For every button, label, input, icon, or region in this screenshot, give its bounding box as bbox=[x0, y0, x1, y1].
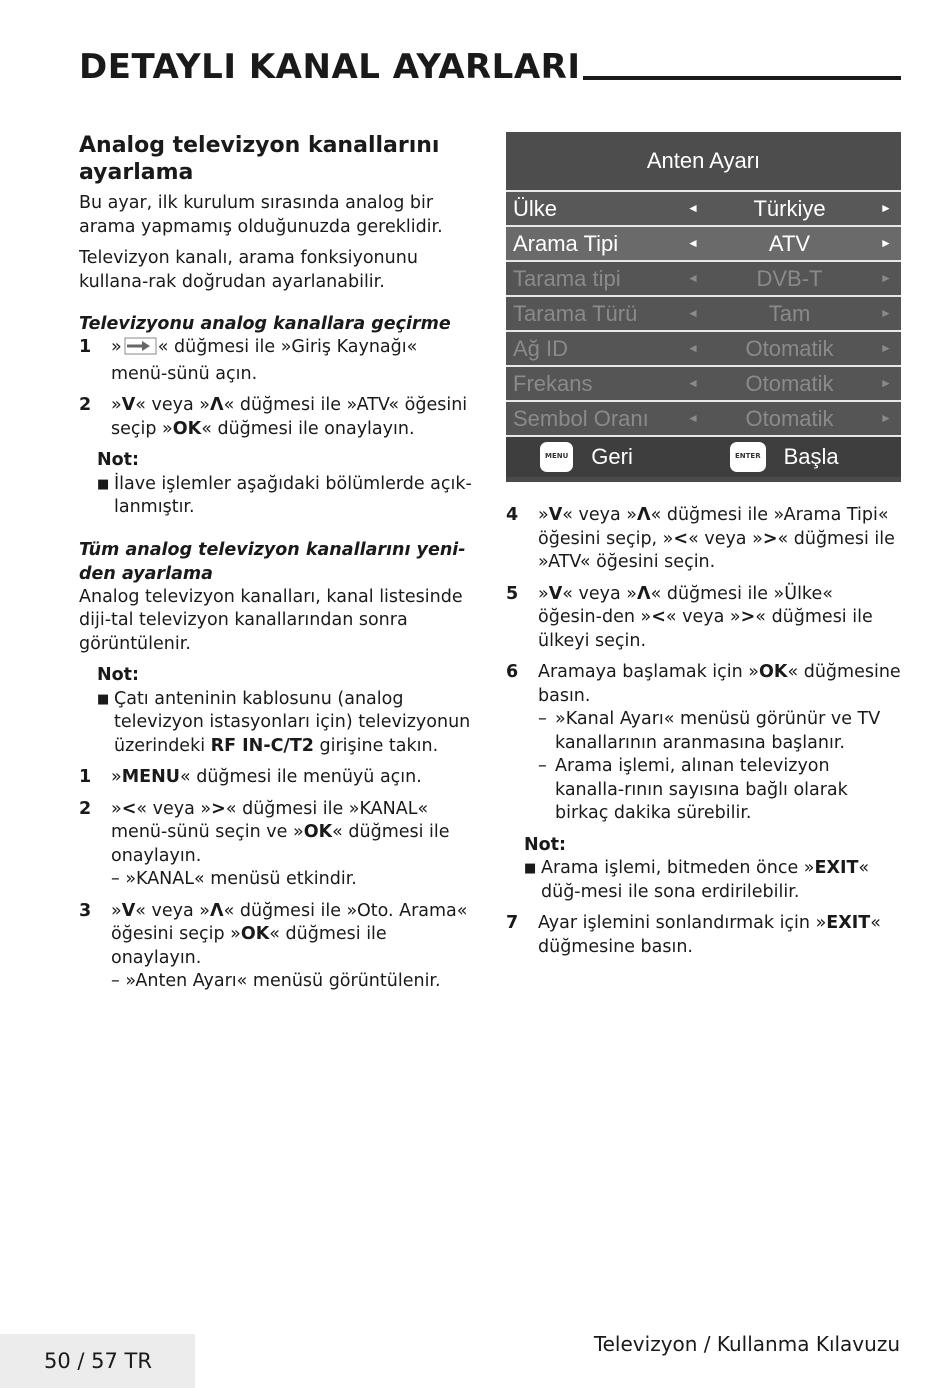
right-key-icon: > bbox=[740, 607, 756, 627]
subheading-retune: Tüm analog televizyon kanallarını yeni-den ayarlama bbox=[79, 539, 466, 584]
page-title: DETAYLI KANAL AYARLARI bbox=[79, 47, 581, 87]
left-arrow-icon[interactable]: ◄ bbox=[687, 375, 699, 390]
step-number: 5 bbox=[506, 583, 519, 604]
step-2-atv bbox=[79, 394, 474, 441]
left-key-icon: < bbox=[673, 528, 689, 549]
text: » bbox=[111, 900, 122, 921]
right-arrow-icon[interactable]: ► bbox=[880, 375, 892, 390]
intro-paragraph-2: Televizyon kanalı, arama fonksiyonunu kullana-rak doğrudan ayarlanabilir. bbox=[79, 248, 418, 292]
text: Arama işlemi, alınan televizyon kanalla-rının sayısına bağlı olarak birkaç dakika sürebilir. bbox=[555, 756, 848, 823]
text: « düğmesi ile »Ülke« öğesin-den » bbox=[538, 583, 833, 627]
menu-row-label: Ülke bbox=[513, 195, 558, 221]
text: « veya » bbox=[562, 505, 638, 525]
right-arrow-icon[interactable]: ► bbox=[880, 305, 892, 320]
step-number: 1 bbox=[79, 767, 92, 787]
dash: – bbox=[538, 756, 547, 776]
menu-row-label: Sembol Oranı bbox=[513, 405, 649, 431]
menu-row-value: Otomatik bbox=[745, 370, 834, 396]
intro-paragraph-1: Bu ayar, ilk kurulum sırasında analog bir arama yapmamış olduğunuzda gereklidir. bbox=[79, 193, 443, 237]
text: »Kanal Ayarı« menüsü görünür ve TV kanallarının aranmasına başlanır. bbox=[555, 709, 881, 753]
antenna-settings-menu bbox=[506, 132, 901, 482]
text: « düğmesi ile onaylayın. bbox=[111, 822, 450, 866]
note-bullet bbox=[97, 473, 474, 520]
text: « düğmesi ile menüyü açın. bbox=[179, 767, 422, 787]
step-1-source bbox=[79, 336, 474, 386]
menu-row[interactable] bbox=[506, 402, 901, 437]
step-number: 1 bbox=[79, 337, 92, 357]
menu-row-value: Otomatik bbox=[745, 405, 834, 431]
note-title: Not: bbox=[97, 450, 140, 470]
substatus-item bbox=[538, 708, 901, 755]
right-key-icon: > bbox=[211, 798, 226, 819]
text: « düğmesi ile »ATV« öğesini seçip » bbox=[111, 395, 468, 439]
up-key-icon: Λ bbox=[637, 505, 651, 525]
subheading-switch-analog: Televizyonu analog kanallara geçirme bbox=[79, 314, 451, 334]
menu-row[interactable] bbox=[506, 227, 901, 262]
step-number: 7 bbox=[506, 913, 519, 933]
text: « düğmesi ile ülkeyi seçin. bbox=[538, 607, 873, 651]
text: « veya » bbox=[688, 528, 763, 549]
text: « düğmesine basın. bbox=[538, 662, 901, 706]
text: « düğmesine basın. bbox=[538, 913, 881, 957]
menu-row-value: Tam bbox=[768, 300, 811, 326]
menu-row-label: Arama Tipi bbox=[513, 230, 619, 256]
step-substatus: – »KANAL« menüsü etkindir. bbox=[111, 869, 357, 889]
step-number: 2 bbox=[79, 395, 92, 415]
menu-row[interactable] bbox=[506, 297, 901, 332]
menu-row[interactable] bbox=[506, 262, 901, 297]
text: « düğmesi ile onaylayın. bbox=[111, 924, 387, 968]
left-arrow-icon[interactable]: ◄ bbox=[687, 270, 699, 285]
back-label: Geri bbox=[591, 444, 633, 470]
page-header bbox=[79, 46, 901, 86]
left-arrow-icon[interactable]: ◄ bbox=[687, 200, 699, 215]
right-arrow-icon[interactable]: ► bbox=[880, 235, 892, 250]
text: » bbox=[111, 337, 122, 357]
exit-key: EXIT bbox=[826, 913, 871, 933]
text: « düğmesi ile onaylayın. bbox=[201, 418, 415, 439]
left-column bbox=[79, 132, 474, 1002]
text: « düğmesi ile »ATV« öğesini seçin. bbox=[538, 528, 895, 572]
text: « düğmesi ile »KANAL« menü-sünü seçin ve » bbox=[111, 798, 429, 842]
text: » bbox=[111, 395, 122, 415]
up-key-icon: Λ bbox=[210, 900, 224, 921]
section-heading: Analog televizyon kanallarını ayarlama bbox=[79, 133, 440, 185]
menu-row-value: Türkiye bbox=[753, 195, 826, 221]
title-rule bbox=[583, 76, 902, 80]
right-arrow-icon[interactable]: ► bbox=[880, 410, 892, 425]
step-7-finish bbox=[506, 912, 901, 959]
menu-row[interactable] bbox=[506, 367, 901, 402]
text: » bbox=[111, 767, 122, 787]
text: « düğmesi ile »Oto. Arama« öğesini seçip » bbox=[111, 900, 468, 944]
left-key-icon: < bbox=[651, 607, 666, 627]
exit-key: EXIT bbox=[814, 858, 859, 878]
note-title: Not: bbox=[97, 665, 140, 685]
note-text: İlave işlemler aşağıdaki bölümlerde açık-lanmıştır. bbox=[114, 473, 472, 517]
enter-key-icon: ENTER bbox=[730, 442, 766, 472]
back-button[interactable] bbox=[506, 442, 730, 472]
substatus-item bbox=[538, 755, 901, 826]
text: Çatı anteninin kablosunu (analog televizyon istasyonları için) televizyonun üzerindeki bbox=[114, 688, 471, 756]
ok-key: OK bbox=[172, 418, 202, 439]
menu-row-value: Otomatik bbox=[745, 335, 834, 361]
right-arrow-icon[interactable]: ► bbox=[880, 340, 892, 355]
right-arrow-icon[interactable]: ► bbox=[880, 200, 892, 215]
page-number: 50 / 57 TR bbox=[0, 1334, 195, 1388]
step-2-kanal bbox=[79, 798, 474, 892]
text: « düğ-mesi ile sona erdirilebilir. bbox=[541, 858, 870, 902]
right-column bbox=[506, 132, 901, 967]
input-source-icon bbox=[122, 337, 158, 363]
step-number: 4 bbox=[506, 505, 519, 525]
right-arrow-icon[interactable]: ► bbox=[880, 270, 892, 285]
text: « veya » bbox=[562, 583, 638, 604]
down-key-icon: V bbox=[121, 395, 136, 415]
text: « veya » bbox=[135, 900, 211, 921]
start-label: Başla bbox=[783, 444, 839, 470]
ok-key: OK bbox=[303, 822, 333, 842]
retune-paragraph: Analog televizyon kanalları, kanal listesinde diji-tal televizyon kanallarından sonra görüntülenir. bbox=[79, 586, 463, 654]
ok-key: OK bbox=[759, 662, 788, 682]
menu-row-value: DVB-T bbox=[756, 265, 823, 291]
menu-row-label: Tarama Türü bbox=[513, 300, 638, 326]
menu-row[interactable] bbox=[506, 192, 901, 227]
up-key-icon: Λ bbox=[210, 395, 224, 415]
down-key-icon: V bbox=[548, 583, 563, 604]
bullet-square-icon: ■ bbox=[524, 861, 537, 876]
down-key-icon: V bbox=[548, 505, 563, 525]
text: « düğmesi ile »Giriş Kaynağı« menü-sünü açın. bbox=[111, 337, 418, 384]
step-3-autosearch bbox=[79, 900, 474, 994]
step-substatus: – »Anten Ayarı« menüsü görüntülenir. bbox=[111, 971, 441, 991]
text: « veya » bbox=[136, 798, 212, 819]
menu-title: Anten Ayarı bbox=[506, 132, 901, 192]
text: « veya » bbox=[665, 607, 741, 627]
note-bullet bbox=[97, 688, 474, 759]
text: « düğmesi ile »Arama Tipi« öğesini seçip, » bbox=[538, 505, 889, 549]
step-number: 6 bbox=[506, 662, 519, 682]
manual-title: Televizyon / Kullanma Kılavuzu bbox=[593, 1332, 900, 1356]
bullet-square-icon: ■ bbox=[97, 691, 110, 707]
ok-key: OK bbox=[240, 924, 270, 944]
text: Arama işlemi, bitmeden önce » bbox=[541, 858, 815, 878]
text: » bbox=[538, 505, 549, 525]
rf-input-label: RF IN-C/T2 bbox=[210, 735, 314, 756]
menu-row-value: ATV bbox=[768, 230, 811, 256]
menu-footer bbox=[506, 437, 901, 477]
step-6-start-search bbox=[506, 661, 901, 826]
left-key-icon: < bbox=[121, 798, 137, 819]
text: Aramaya başlamak için » bbox=[538, 662, 760, 682]
step-5-country bbox=[506, 583, 901, 654]
text: « veya » bbox=[135, 395, 211, 415]
menu-row[interactable] bbox=[506, 332, 901, 367]
menu-row-label: Frekans bbox=[513, 370, 593, 396]
note-title: Not: bbox=[524, 834, 567, 855]
bullet-square-icon: ■ bbox=[97, 476, 110, 492]
up-key-icon: Λ bbox=[637, 583, 651, 604]
step-number: 3 bbox=[79, 900, 92, 921]
left-arrow-icon[interactable]: ◄ bbox=[687, 410, 699, 425]
step-number: 2 bbox=[79, 798, 92, 819]
left-arrow-icon[interactable]: ◄ bbox=[687, 340, 699, 355]
text: Ayar işlemini sonlandırmak için » bbox=[538, 913, 827, 933]
menu-key: MENU bbox=[121, 767, 180, 787]
text: » bbox=[111, 798, 122, 819]
menu-key-icon: MENU bbox=[540, 442, 573, 472]
step-1-menu bbox=[79, 766, 474, 790]
start-button[interactable] bbox=[730, 442, 839, 472]
menu-row-label: Ağ ID bbox=[513, 335, 569, 361]
text: girişine takın. bbox=[313, 735, 439, 756]
down-key-icon: V bbox=[121, 900, 136, 921]
step-4-search-type bbox=[506, 504, 901, 575]
text: » bbox=[538, 583, 549, 604]
dash: – bbox=[538, 709, 547, 729]
menu-row-label: Tarama tipi bbox=[513, 265, 621, 291]
note-bullet bbox=[524, 857, 901, 904]
left-arrow-icon[interactable]: ◄ bbox=[687, 305, 699, 320]
left-arrow-icon[interactable]: ◄ bbox=[687, 235, 699, 250]
right-key-icon: > bbox=[762, 528, 778, 549]
